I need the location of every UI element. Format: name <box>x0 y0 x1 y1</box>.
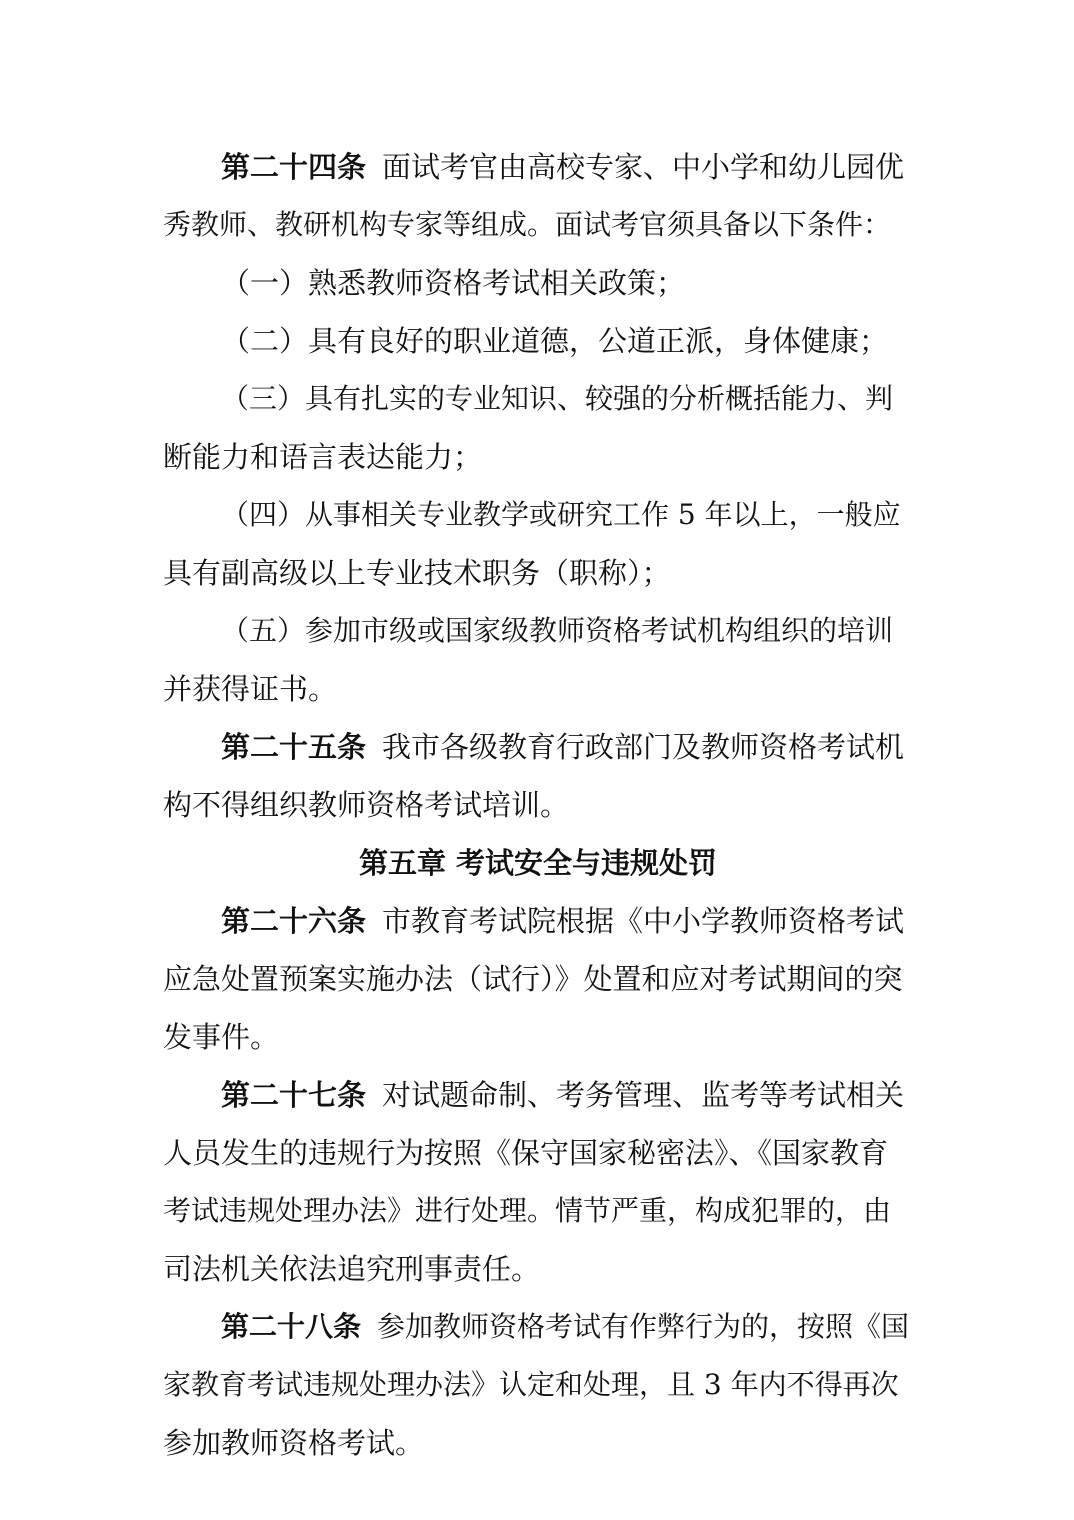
article-28-line-2: 家教育考试违规处理办法》认定和处理，且 3 年内不得再次 <box>163 1368 899 1401</box>
article-25-line-2: 构不得组织教师资格考试培训。 <box>163 788 570 822</box>
article-24-text-1: 面试考官由高校专家、中小学和幼儿园优 <box>382 150 905 184</box>
article-27-title: 第二十七条 <box>221 1078 367 1112</box>
article-24-item-2: （二）具有良好的职业道德，公道正派，身体健康； <box>221 324 889 358</box>
article-24-line-1 <box>163 138 913 196</box>
article-24-item-5-line-1: （五）参加市级或国家级教师资格考试机构组织的培训 <box>221 614 894 647</box>
article-26-title: 第二十六条 <box>221 904 367 938</box>
article-24-line-2: 秀教师、教研机构专家等组成。面试考官须具备以下条件： <box>163 208 892 241</box>
article-25-title: 第二十五条 <box>221 730 367 764</box>
article-27-line-1 <box>163 1066 913 1124</box>
article-25-line-1 <box>163 718 913 776</box>
article-27-text-1: 对试题命制、考务管理、监考等考试相关 <box>382 1078 905 1112</box>
article-24-item-3-line-1: （三）具有扎实的专业知识、较强的分析概括能力、判 <box>221 382 894 415</box>
article-24-item-5-line-2: 并获得证书。 <box>163 672 338 706</box>
article-27-line-3: 考试违规处理办法》进行处理。情节严重，构成犯罪的，由 <box>163 1194 892 1227</box>
article-24-title: 第二十四条 <box>221 150 367 184</box>
article-24-item-3-line-2: 断能力和语言表达能力； <box>163 440 483 474</box>
article-28-text-1: 参加教师资格考试有作弊行为的，按照《国 <box>377 1310 910 1343</box>
article-26-text-1: 市教育考试院根据《中小学教师资格考试 <box>382 904 905 938</box>
chapter-5-heading: 第五章 考试安全与违规处罚 <box>358 846 718 880</box>
article-27-line-2: 人员发生的违规行为按照《保守国家秘密法》、《国家教育 <box>163 1136 889 1170</box>
article-26-line-2: 应急处置预案实施办法（试行）》处置和应对考试期间的突 <box>163 962 903 996</box>
article-28-line-3: 参加教师资格考试。 <box>163 1426 425 1460</box>
article-25-text-1: 我市各级教育行政部门及教师资格考试机 <box>382 730 905 764</box>
article-28-line-1 <box>163 1298 913 1356</box>
document-body <box>163 138 913 1472</box>
article-28-title: 第二十八条 <box>221 1310 362 1343</box>
article-27-line-4: 司法机关依法追究刑事责任。 <box>163 1252 541 1286</box>
article-24-item-4-line-2: 具有副高级以上专业技术职务（职称）； <box>163 556 671 590</box>
article-24-item-1: （一）熟悉教师资格考试相关政策； <box>221 266 686 300</box>
article-24-item-4-line-1: （四）从事相关专业教学或研究工作 5 年以上，一般应 <box>221 498 901 531</box>
article-26-line-1 <box>163 892 913 950</box>
article-26-line-3: 发事件。 <box>163 1020 280 1054</box>
